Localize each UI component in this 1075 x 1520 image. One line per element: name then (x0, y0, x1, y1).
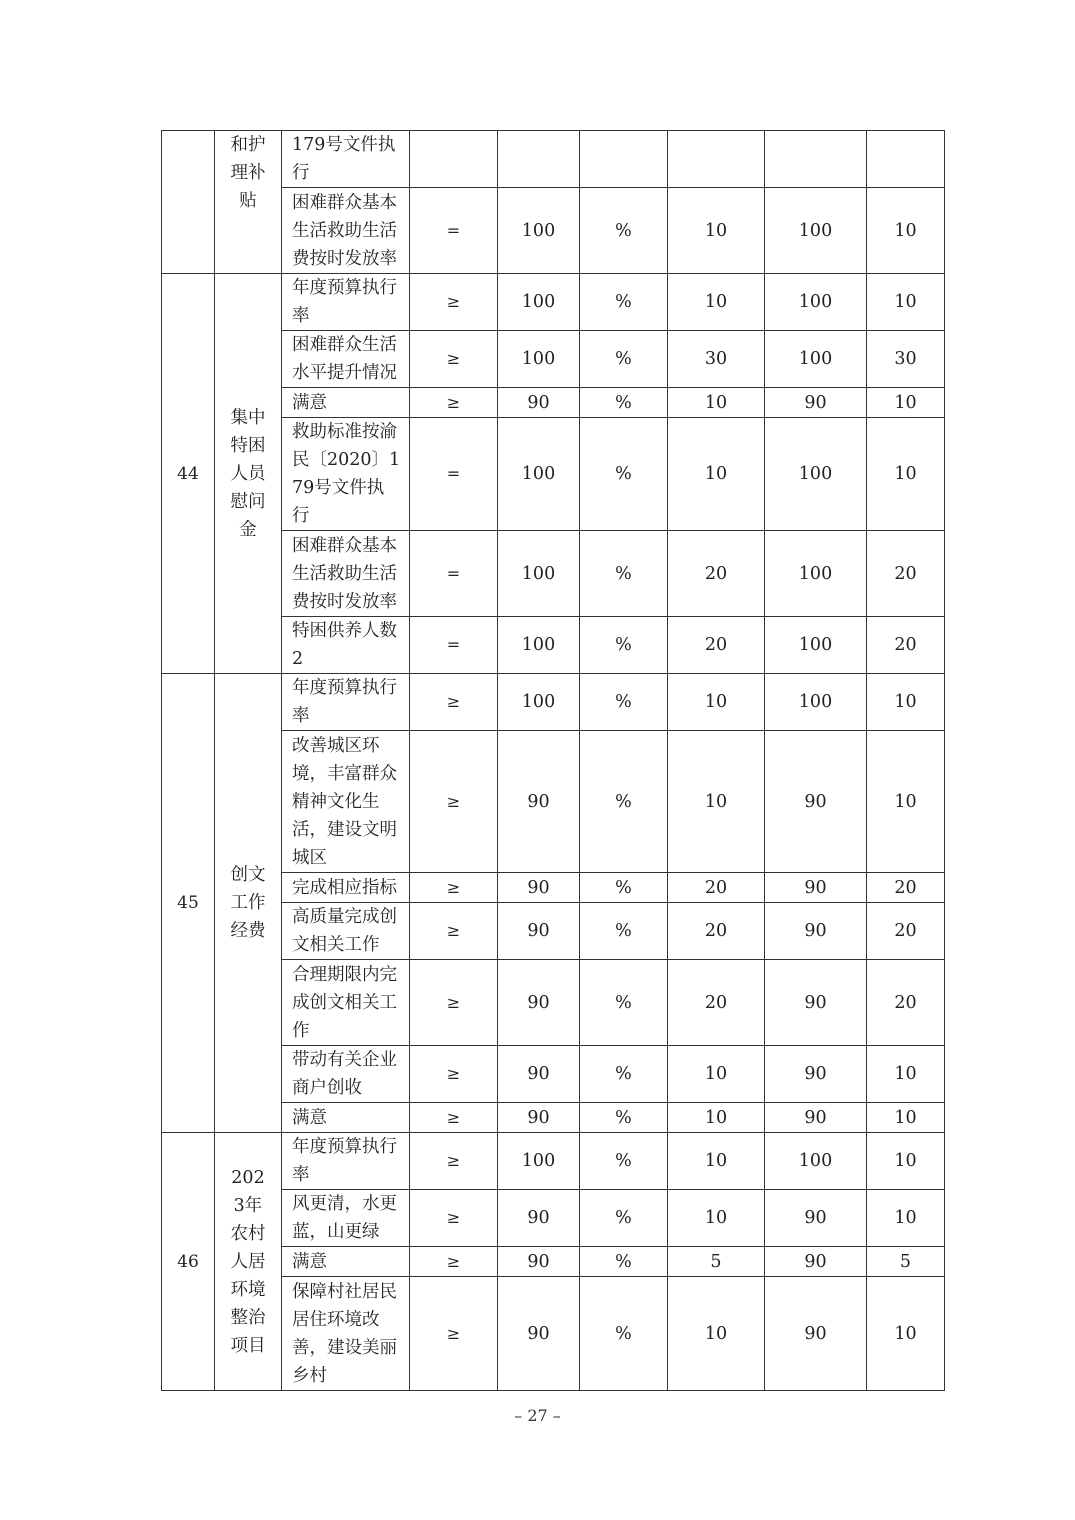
table-row (162, 1133, 945, 1190)
weight-cell: 10 (668, 1133, 765, 1190)
target-value-cell: 100 (498, 531, 580, 617)
page-number: – 27 – (514, 1406, 561, 1425)
actual-value-cell: 100 (765, 274, 867, 331)
operator-cell: ≥ (410, 1133, 498, 1190)
target-value-cell: 90 (498, 731, 580, 873)
score-cell: 10 (867, 1277, 945, 1391)
score-cell: 5 (867, 1247, 945, 1277)
unit-cell: % (580, 331, 668, 388)
indicator-name-cell: 困难群众基本生活救助生活费按时发放率 (282, 188, 410, 274)
indicator-name-cell: 合理期限内完成创文相关工作 (282, 960, 410, 1046)
score-cell: 10 (867, 274, 945, 331)
target-value-cell: 100 (498, 617, 580, 674)
unit-cell: % (580, 1277, 668, 1391)
operator-cell: ≥ (410, 1277, 498, 1391)
indicator-name-cell: 179号文件执行 (282, 131, 410, 188)
operator-cell: ≥ (410, 274, 498, 331)
unit-cell: % (580, 1103, 668, 1133)
actual-value-cell: 100 (765, 331, 867, 388)
actual-value-cell: 100 (765, 1133, 867, 1190)
target-value-cell: 90 (498, 1190, 580, 1247)
actual-value-cell: 100 (765, 418, 867, 531)
score-cell: 10 (867, 1133, 945, 1190)
project-name: 集中特困人员慰问金 (230, 407, 266, 540)
project-number-cell: 46 (162, 1133, 215, 1391)
project-number-cell (162, 131, 215, 274)
weight-cell: 10 (668, 274, 765, 331)
project-number-cell: 45 (162, 674, 215, 1133)
unit-cell: % (580, 531, 668, 617)
indicator-name-cell: 风更清，水更蓝，山更绿 (282, 1190, 410, 1247)
actual-value-cell: 90 (765, 1190, 867, 1247)
score-cell: 20 (867, 960, 945, 1046)
unit-cell: % (580, 960, 668, 1046)
score-cell (867, 131, 945, 188)
target-value-cell: 90 (498, 903, 580, 960)
project-name: 和护理补贴 (230, 135, 266, 211)
target-value-cell: 90 (498, 873, 580, 903)
indicator-name-cell: 年度预算执行率 (282, 274, 410, 331)
project-name-cell (215, 274, 282, 674)
actual-value-cell: 90 (765, 731, 867, 873)
score-cell: 10 (867, 1103, 945, 1133)
score-cell: 20 (867, 531, 945, 617)
target-value-cell: 100 (498, 188, 580, 274)
unit-cell: % (580, 274, 668, 331)
target-value-cell (498, 131, 580, 188)
unit-cell: % (580, 1247, 668, 1277)
score-cell: 30 (867, 331, 945, 388)
score-cell: 10 (867, 188, 945, 274)
actual-value-cell: 90 (765, 1277, 867, 1391)
target-value-cell: 90 (498, 960, 580, 1046)
weight-cell: 10 (668, 188, 765, 274)
operator-cell: ≥ (410, 873, 498, 903)
target-value-cell: 100 (498, 418, 580, 531)
actual-value-cell: 100 (765, 617, 867, 674)
weight-cell: 10 (668, 388, 765, 418)
score-cell: 20 (867, 617, 945, 674)
target-value-cell: 90 (498, 1103, 580, 1133)
score-cell: 10 (867, 674, 945, 731)
indicator-name-cell: 满意 (282, 1247, 410, 1277)
score-cell: 10 (867, 418, 945, 531)
score-cell: 10 (867, 1046, 945, 1103)
unit-cell: % (580, 188, 668, 274)
unit-cell: % (580, 418, 668, 531)
table-row (162, 674, 945, 731)
score-cell: 20 (867, 873, 945, 903)
operator-cell (410, 131, 498, 188)
indicator-name-cell: 救助标准按渝民〔2020〕179号文件执行 (282, 418, 410, 531)
unit-cell: % (580, 731, 668, 873)
weight-cell: 10 (668, 1103, 765, 1133)
actual-value-cell: 100 (765, 531, 867, 617)
weight-cell: 10 (668, 418, 765, 531)
actual-value-cell: 90 (765, 388, 867, 418)
weight-cell: 10 (668, 674, 765, 731)
weight-cell: 10 (668, 1277, 765, 1391)
weight-cell: 10 (668, 731, 765, 873)
score-cell: 10 (867, 1190, 945, 1247)
indicator-name-cell: 保障村社居民居住环境改善，建设美丽乡村 (282, 1277, 410, 1391)
project-name: 2023年农村人居环境整治项目 (230, 1167, 266, 1356)
indicator-name-cell: 特困供养人数2 (282, 617, 410, 674)
operator-cell: ≥ (410, 388, 498, 418)
indicator-name-cell: 高质量完成创文相关工作 (282, 903, 410, 960)
table-row (162, 131, 945, 188)
actual-value-cell: 90 (765, 873, 867, 903)
target-value-cell: 100 (498, 1133, 580, 1190)
operator-cell: ≥ (410, 1103, 498, 1133)
unit-cell (580, 131, 668, 188)
unit-cell: % (580, 617, 668, 674)
weight-cell: 20 (668, 960, 765, 1046)
indicator-name-cell: 年度预算执行率 (282, 1133, 410, 1190)
project-name: 创文工作经费 (230, 865, 266, 941)
weight-cell: 5 (668, 1247, 765, 1277)
operator-cell: = (410, 418, 498, 531)
actual-value-cell: 100 (765, 188, 867, 274)
score-cell: 10 (867, 388, 945, 418)
unit-cell: % (580, 388, 668, 418)
indicator-name-cell: 满意 (282, 388, 410, 418)
operator-cell: = (410, 188, 498, 274)
table-row (162, 274, 945, 331)
operator-cell: ≥ (410, 331, 498, 388)
weight-cell: 20 (668, 903, 765, 960)
target-value-cell: 90 (498, 1046, 580, 1103)
indicator-name-cell: 带动有关企业商户创收 (282, 1046, 410, 1103)
actual-value-cell: 100 (765, 674, 867, 731)
unit-cell: % (580, 903, 668, 960)
target-value-cell: 90 (498, 1277, 580, 1391)
operator-cell: = (410, 617, 498, 674)
target-value-cell: 100 (498, 674, 580, 731)
indicator-name-cell: 困难群众基本生活救助生活费按时发放率 (282, 531, 410, 617)
unit-cell: % (580, 1046, 668, 1103)
weight-cell: 10 (668, 1190, 765, 1247)
actual-value-cell: 90 (765, 960, 867, 1046)
unit-cell: % (580, 1133, 668, 1190)
operator-cell: ≥ (410, 960, 498, 1046)
operator-cell: ≥ (410, 1046, 498, 1103)
actual-value-cell: 90 (765, 1046, 867, 1103)
weight-cell: 30 (668, 331, 765, 388)
actual-value-cell (765, 131, 867, 188)
score-cell: 20 (867, 903, 945, 960)
performance-indicator-table (161, 130, 945, 1391)
operator-cell: = (410, 531, 498, 617)
actual-value-cell: 90 (765, 1247, 867, 1277)
project-name-cell (215, 674, 282, 1133)
indicator-name-cell: 完成相应指标 (282, 873, 410, 903)
score-cell: 10 (867, 731, 945, 873)
target-value-cell: 100 (498, 331, 580, 388)
target-value-cell: 100 (498, 274, 580, 331)
weight-cell: 20 (668, 873, 765, 903)
actual-value-cell: 90 (765, 1103, 867, 1133)
weight-cell (668, 131, 765, 188)
operator-cell: ≥ (410, 1247, 498, 1277)
operator-cell: ≥ (410, 903, 498, 960)
project-name-cell (215, 1133, 282, 1391)
project-name-cell (215, 131, 282, 274)
indicator-name-cell: 满意 (282, 1103, 410, 1133)
indicator-name-cell: 改善城区环境，丰富群众精神文化生活，建设文明城区 (282, 731, 410, 873)
unit-cell: % (580, 873, 668, 903)
unit-cell: % (580, 1190, 668, 1247)
operator-cell: ≥ (410, 674, 498, 731)
indicator-name-cell: 困难群众生活水平提升情况 (282, 331, 410, 388)
weight-cell: 20 (668, 531, 765, 617)
operator-cell: ≥ (410, 731, 498, 873)
indicator-name-cell: 年度预算执行率 (282, 674, 410, 731)
weight-cell: 10 (668, 1046, 765, 1103)
operator-cell: ≥ (410, 1190, 498, 1247)
actual-value-cell: 90 (765, 903, 867, 960)
project-number-cell: 44 (162, 274, 215, 674)
unit-cell: % (580, 674, 668, 731)
target-value-cell: 90 (498, 388, 580, 418)
target-value-cell: 90 (498, 1247, 580, 1277)
weight-cell: 20 (668, 617, 765, 674)
